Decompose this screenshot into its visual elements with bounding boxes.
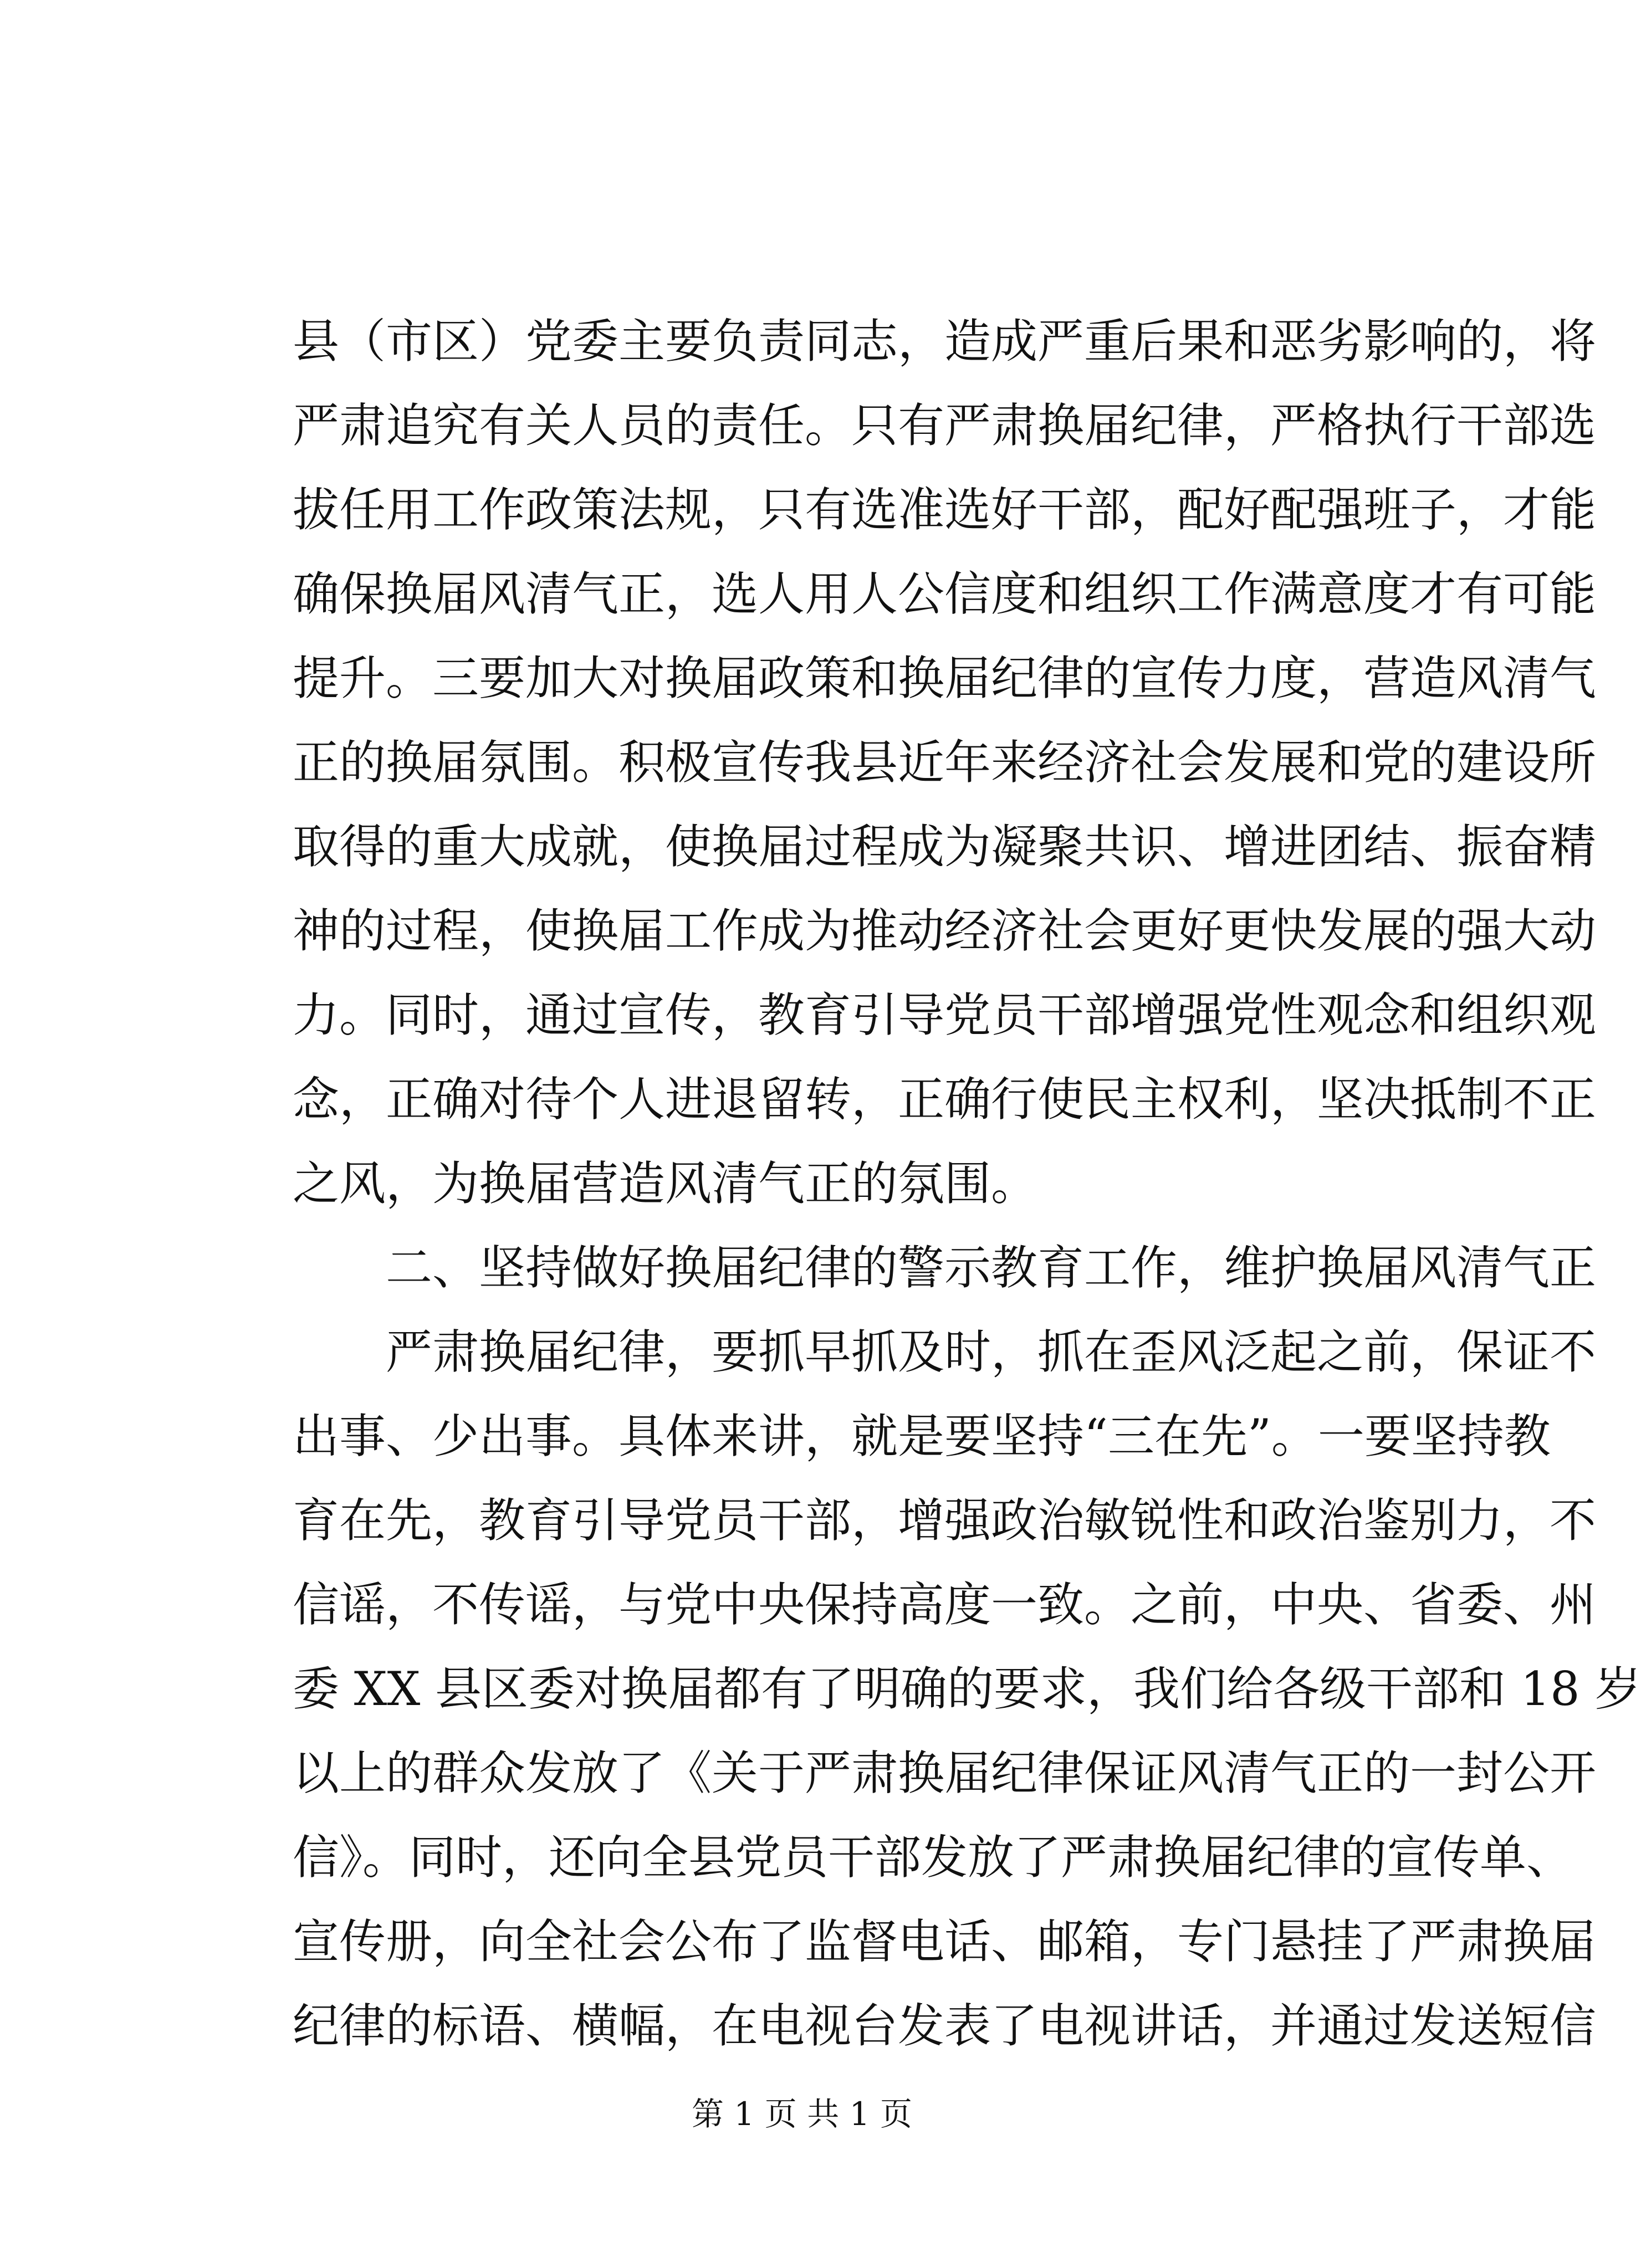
text-line: 之风，为换届营造风清气正的氛围。 [293,1156,1038,1211]
text-line: 正的换届氛围。积极宣传我县近年来经济社会发展和党的建设所 [293,735,1597,790]
page-number-footer: 第 1 页 共 1 页 [692,2095,912,2133]
text-line: 力。同时，通过宣传，教育引导党员干部增强党性观念和组织观 [293,988,1597,1042]
text-line: 以上的群众发放了《关于严肃换届纪律保证风清气正的一封公开 [293,1746,1597,1800]
text-line: 严肃换届纪律，要抓早抓及时，抓在歪风泛起之前，保证不 [386,1325,1597,1379]
text-line: 委 XX 县区委对换届都有了明确的要求，我们给各级干部和 18 岁 [293,1662,1641,1716]
section-heading: 二、坚持做好换届纪律的警示教育工作，维护换届风清气正 [386,1241,1597,1295]
text-line: 出事、少出事。具体来讲，就是要坚持“三在先”。一要坚持教 [293,1409,1551,1463]
text-line: 拔任用工作政策法规，只有选准选好干部，配好配强班子，才能 [293,483,1597,537]
text-line: 严肃追究有关人员的责任。只有严肃换届纪律，严格执行干部选 [293,398,1597,453]
document-body [293,299,1641,2068]
text-line: 信》。同时，还向全县党员干部发放了严肃换届纪律的宣传单、 [293,1830,1573,1885]
text-line: 念，正确对待个人进退留转，正确行使民主权利，坚决抵制不正 [293,1072,1597,1127]
text-line: 育在先，教育引导党员干部，增强政治敏锐性和政治鉴别力，不 [293,1493,1597,1548]
text-line: 取得的重大成就，使换届过程成为凝聚共识、增进团结、振奋精 [293,820,1597,874]
text-line: 宣传册，向全社会公布了监督电话、邮箱，专门悬挂了严肃换届 [293,1914,1597,1969]
text-line: 提升。三要加大对换届政策和换届纪律的宣传力度，营造风清气 [293,651,1597,705]
text-line: 信谣，不传谣，与党中央保持高度一致。之前，中央、省委、州 [293,1578,1597,1632]
text-line: 县（市区）党委主要负责同志，造成严重后果和恶劣影响的，将 [293,314,1597,368]
text-line: 纪律的标语、横幅，在电视台发表了电视讲话，并通过发送短信 [293,1999,1597,2053]
text-line: 神的过程，使换届工作成为推动经济社会更好更快发展的强大动 [293,904,1597,958]
text-line: 确保换届风清气正，选人用人公信度和组织工作满意度才有可能 [293,567,1597,621]
